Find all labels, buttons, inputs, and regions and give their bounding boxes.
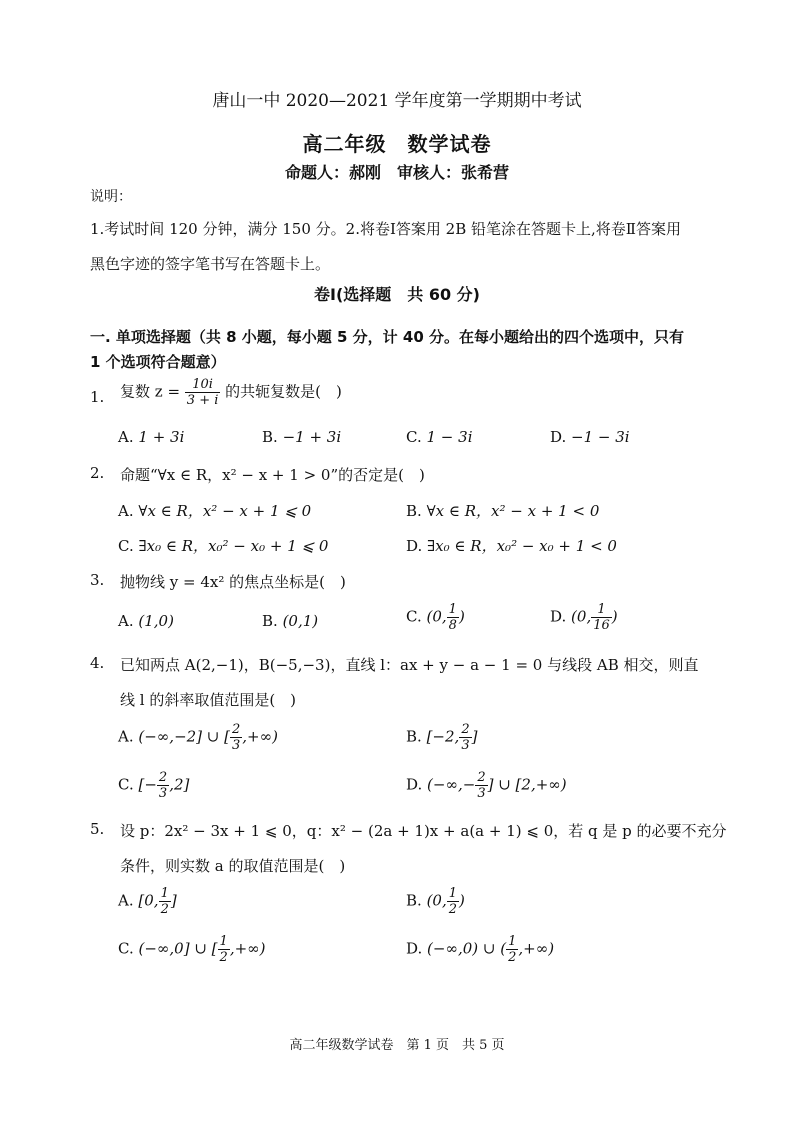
- fraction-denominator: 3 + i: [186, 393, 219, 408]
- fraction: $\frac{2}{3}$: [232, 722, 241, 753]
- option-d: D. −1 − 3i: [550, 428, 630, 446]
- stem-post: 的共轭复数是( ): [225, 382, 342, 401]
- option-b: B. ∀x ∈ R，x² − x + 1 < 0: [406, 502, 600, 520]
- exam-title: 唐山一中 2020—2021 学年度第一学期期中考试: [212, 91, 582, 111]
- question-stem-line1: 设 p：2x² − 3x + 1 ⩽ 0，q：x² − (2a + 1)x + a(a + 1) ⩽ 0，若 q 是 p 的必要不充分: [120, 822, 727, 840]
- fraction: $\frac{2}{3}$: [158, 770, 168, 801]
- fraction: $\frac{1}{8}$: [448, 602, 457, 633]
- page-footer: 高二年级数学试卷 第 1 页 共 5 页: [289, 1038, 505, 1053]
- notes-label: 说明：: [90, 189, 132, 205]
- notes-line-1: 1.考试时间 120 分钟，满分 150 分。2.将卷Ⅰ答案用 2B 铅笔涂在答题卡上,将卷Ⅱ答案用: [90, 220, 681, 238]
- option-c: C. (0, $\frac{1}{8}$ ): [406, 602, 465, 633]
- authors-line: 命题人：郝刚 审核人：张希营: [284, 163, 509, 182]
- question-stem-line2: 线 l 的斜率取值范围是( ): [120, 691, 297, 709]
- section1-heading-line1: 一. 单项选择题（共 8 小题，每小题 5 分，计 40 分。在每小题给出的四个选项中，只有: [90, 328, 685, 346]
- option-a: A. (1,0): [118, 612, 174, 630]
- question-stem: 命题“∀x ∈ R，x² − x + 1 > 0”的否定是( ): [120, 466, 425, 484]
- fraction: $\frac{2}{3}$: [477, 770, 486, 801]
- fraction: $\frac{1}{2}$: [219, 934, 228, 965]
- paper-subtitle: 高二年级 数学试卷: [302, 132, 492, 156]
- question-stem: 抛物线 y = 4x² 的焦点坐标是( ): [120, 573, 346, 591]
- question-number: 3.: [90, 571, 105, 589]
- question-stem: [120, 377, 342, 408]
- fraction: $\frac{2}{3}$: [461, 722, 470, 753]
- option-b: B. [−2, $\frac{2}{3}$ ]: [406, 722, 478, 753]
- section1-heading-line2: 1 个选项符合题意）: [90, 353, 226, 371]
- fraction: $\frac{1}{16}$: [593, 602, 610, 633]
- fraction: $\frac{1}{2}$: [160, 886, 169, 917]
- option-c: C. [− $\frac{2}{3}$ ,2]: [118, 770, 190, 801]
- notes-line-2: 黑色字迹的签字笔书写在答题卡上。: [90, 255, 331, 273]
- question-number: 5.: [90, 820, 105, 838]
- option-c: C. ∃x₀ ∈ R，x₀² − x₀ + 1 ⩽ 0: [118, 537, 329, 555]
- option-c: C. 1 − 3i: [406, 428, 473, 446]
- question-stem-line1: 已知两点 A(2,−1)，B(−5,−3)，直线 l：ax + y − a − 1 = 0 与线段 AB 相交，则直: [120, 656, 699, 674]
- option-b: B. (0,1): [262, 612, 319, 630]
- option-d: D. (−∞,− $\frac{2}{3}$ ] ∪ [2,+∞): [406, 770, 567, 801]
- fraction: $\frac{1}{2}$: [448, 886, 458, 917]
- fraction: $\frac{1}{2}$: [508, 934, 517, 965]
- option-c: C. (−∞,0] ∪ [ $\frac{1}{2}$ ,+∞): [118, 934, 266, 965]
- option-a: A. [0, $\frac{1}{2}$ ]: [118, 886, 177, 917]
- option-b: B. (0, $\frac{1}{2}$ ): [406, 886, 465, 917]
- part1-title: 卷Ⅰ(选择题 共 60 分): [314, 285, 480, 304]
- option-d: D. ∃x₀ ∈ R，x₀² − x₀ + 1 < 0: [406, 537, 617, 555]
- question-number: 4.: [90, 654, 105, 672]
- option-a: A. ∀x ∈ R，x² − x + 1 ⩽ 0: [118, 502, 312, 520]
- fraction: [185, 377, 221, 408]
- option-b: B. −1 + 3i: [262, 428, 342, 446]
- question-number: 2.: [90, 464, 105, 482]
- stem-pre: 复数 z =: [120, 382, 181, 401]
- option-a: A. 1 + 3i: [118, 428, 185, 446]
- option-a: A. (−∞,−2] ∪ [ $\frac{2}{3}$ ,+∞): [118, 722, 278, 753]
- option-d: D. (−∞,0) ∪ ( $\frac{1}{2}$ ,+∞): [406, 934, 555, 965]
- question-number: 1.: [90, 388, 105, 406]
- fraction-numerator: 10i: [185, 377, 221, 393]
- question-stem-line2: 条件，则实数 a 的取值范围是( ): [120, 857, 346, 875]
- option-d: D. (0, $\frac{1}{16}$ ): [550, 602, 618, 633]
